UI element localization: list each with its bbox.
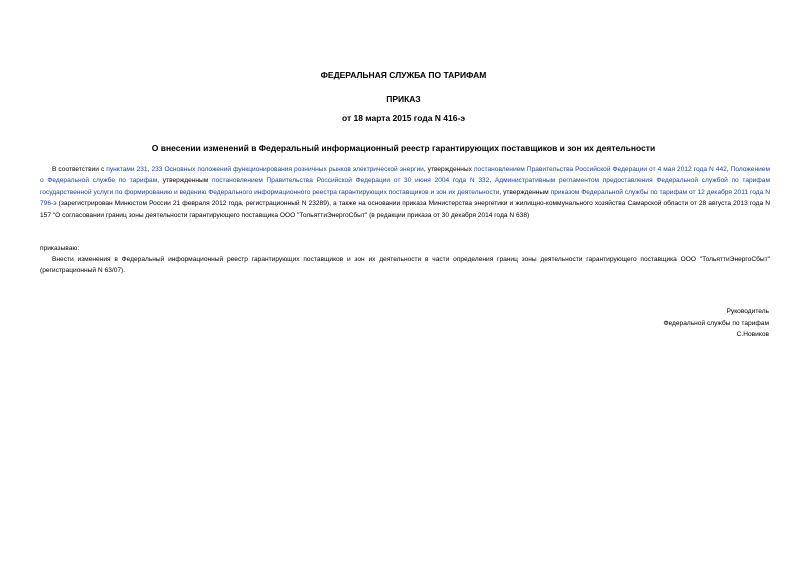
link-admin-regulation[interactable]: Административным регламентом предоставления Федеральной службой по тарифам государственной услуги по формированию и ведению Федерального информационного реестра гарантирующих поставщиков и зон их деятельности — [40, 177, 770, 196]
signature-block — [664, 306, 770, 341]
link-resolution-332[interactable]: постановлением Правительства Российской Федерации от 30 июня 2004 года N 332 — [212, 177, 490, 185]
signature-agency: Федеральной службы по тарифам — [663, 319, 769, 327]
link-order-796[interactable]: приказом Федеральной службы по тарифам от 12 декабря 2011 года N 796-э — [40, 188, 770, 208]
preamble-text: , утвержденным — [157, 177, 213, 185]
preamble-text: , — [147, 166, 152, 173]
preamble-text: (зарегистрирован Минюстом России 21 февраля 2012 года, регистрационный N 23289), а также на основании приказа Министерства энергетики и жилищно-коммунального хозяйства Самарской области от 28 августа 2013 года N 157 "О согласовании границ зоны деятельности гарантирующего поставщика ООО "ТольяттиЭнергоСбыт" (в редакции приказа от 30 декабря 2014 года N 638) — [40, 200, 770, 219]
preamble-text: В соответствии с — [52, 166, 107, 173]
link-fst-regulation[interactable]: Положением о Федеральной службе по тарифам — [40, 166, 771, 185]
document-title: О внесении изменений в Федеральный информационный реестр гарантирующих поставщиков и зон их деятельности — [151, 143, 656, 153]
preamble-text: , утвержденным — [499, 188, 551, 196]
link-clause-231[interactable]: пунктами 231 — [106, 166, 148, 173]
document-type: ПРИКАЗ — [386, 94, 421, 104]
signature-position: Руководитель — [726, 308, 769, 315]
agency-heading: ФЕДЕРАЛЬНАЯ СЛУЖБА ПО ТАРИФАМ — [320, 70, 487, 80]
preamble-text: , утвержденных — [423, 166, 474, 173]
signature-name: С.Новиков — [736, 331, 769, 338]
order-word: приказываю: — [40, 245, 80, 252]
order-text: Внести изменения в Федеральный информационный реестр гарантирующих поставщиков и зон их деятельности в части определения границ зоны деятельности гарантирующего поставщика ООО "ТольяттиЭнергоСбыт" (регистрационный N 63/07). — [40, 256, 770, 275]
preamble-text: , — [489, 177, 495, 185]
preamble-text: , — [726, 166, 731, 173]
link-retail-market-provisions[interactable]: 233 Основных положений функционирования розничных рынков электрической энергии — [151, 166, 424, 173]
link-resolution-442[interactable]: постановлением Правительства Российской Федерации от 4 мая 2012 года N 442 — [473, 166, 727, 173]
document-date: от 18 марта 2015 года N 416-э — [341, 113, 466, 123]
preamble-paragraph — [40, 164, 770, 221]
